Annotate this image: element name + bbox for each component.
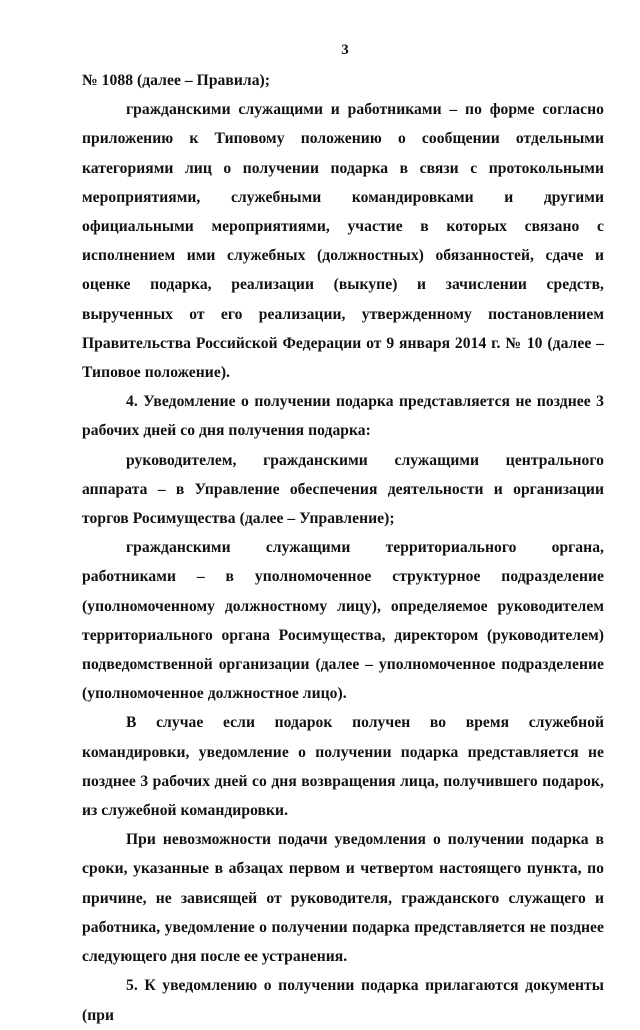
paragraph-impossibility: При невозможности подачи уведомления о получении подарка в сроки, указанные в абзацах первом и четвертом настоящего пункта, по причине, не зависящей от руководителя, гражданского служащего и работника, уведомление о получении подарка представляется не позднее следующего дня после ее устранения. (82, 831, 604, 966)
paragraph-business-trip: В случае если подарок получен во время служебной командировки, уведомление о получении подарка представляется не позднее 3 рабочих дней со дня возвращения лица, получившего подарок, из служебной командировки. (82, 714, 604, 820)
page-number: 3 (341, 42, 349, 58)
paragraph-item-4: 4. Уведомление о получении подарка представляется не позднее 3 рабочих дней со дня получения подарка: (82, 393, 604, 440)
paragraph-territorial-body: гражданскими служащими территориального органа, работниками – в уполномоченное структурное подразделение (уполномоченному должностному лицу), определяемое руководителем территориального органа Росимущества, директором (руководителем) подведомственной организации (далее – уполномоченное подразделение (уполномоченное должностное лицо). (82, 539, 604, 703)
paragraph-civil-servants-form: гражданскими служащими и работниками – по форме согласно приложению к Типовому положению о сообщении отдельными категориями лиц о получении подарка в связи с протокольными мероприятиями, служебными командировками и другими официальными мероприятиями, участие в которых связано с исполнением ими служебных (должностных) обязанностей, сдаче и оценке подарка, реализации (выкупе) и зачислении средств, вырученных от его реализации, утвержденному постановлением Правительства Российской Федерации от 9 января 2014 г. № 10 (далее – Типовое положение). (82, 101, 604, 382)
paragraph-central-office: руководителем, гражданскими служащими центрального аппарата – в Управление обеспечения деятельности и организации торгов Росимущества (далее – Управление); (82, 451, 604, 528)
paragraph-rules-reference: № 1088 (далее – Правила); (82, 72, 271, 89)
paragraph-item-5: 5. К уведомлению о получении подарка прилагаются документы (при (82, 977, 604, 1024)
document-body (82, 66, 604, 1030)
